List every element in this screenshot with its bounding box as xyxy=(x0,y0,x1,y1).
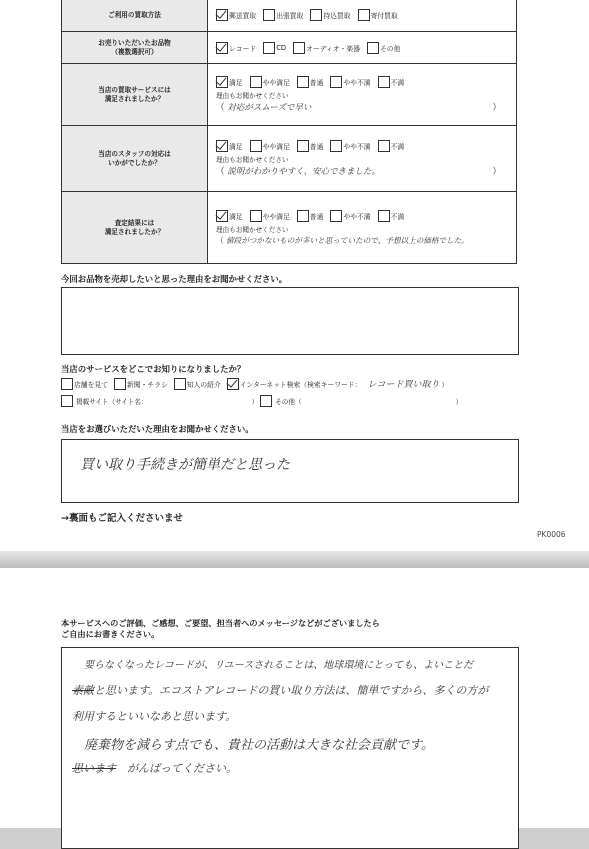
question-label: お売りいただいたお品物 （複数選択可） xyxy=(62,32,208,64)
checkbox[interactable] xyxy=(310,9,322,21)
checkbox[interactable] xyxy=(330,140,342,152)
option-label: 郵送買取 xyxy=(229,12,257,20)
option-label: 店舗を見て xyxy=(74,380,108,389)
option[interactable] xyxy=(216,210,243,222)
checkbox[interactable] xyxy=(330,76,342,88)
option-label: オーディオ・楽器 xyxy=(306,44,361,53)
comment-line: 思います がんばってください。 xyxy=(72,762,237,775)
option-label: 不満 xyxy=(390,143,405,151)
option[interactable] xyxy=(297,76,324,88)
choose-reason-heading: 当店をお選びいただいた理由をお聞かせください。 xyxy=(61,424,254,434)
checkbox[interactable] xyxy=(378,210,390,222)
option-label: 出張買取 xyxy=(276,12,304,20)
reason-answer: （ 対応がスムーズで早い ） xyxy=(216,103,501,113)
checkbox[interactable] xyxy=(367,42,379,54)
option[interactable] xyxy=(227,378,362,390)
option[interactable] xyxy=(216,140,243,152)
checkbox[interactable] xyxy=(250,210,262,222)
page-separator xyxy=(0,551,589,568)
option[interactable] xyxy=(216,76,243,88)
paren: ） xyxy=(441,380,449,389)
option-label: やや満足 xyxy=(262,79,290,87)
reason-answer: （ 値段がつかないものが多いと思っていたので、予想以上の価格でした。 xyxy=(216,235,469,245)
option[interactable] xyxy=(297,210,324,222)
option[interactable] xyxy=(114,378,168,390)
checkbox[interactable] xyxy=(216,76,228,88)
option[interactable] xyxy=(358,9,398,21)
option-label: レコード xyxy=(229,44,257,53)
checkbox[interactable] xyxy=(297,210,309,222)
option-label: 不満 xyxy=(390,79,405,87)
row-assessment-satisfaction xyxy=(62,192,517,264)
checkbox[interactable] xyxy=(330,210,342,222)
checkbox[interactable] xyxy=(358,9,370,21)
option[interactable] xyxy=(250,76,290,88)
option[interactable] xyxy=(263,42,286,54)
option[interactable] xyxy=(310,9,350,21)
search-keyword: レコード買い取り xyxy=(367,380,440,390)
option[interactable] xyxy=(263,9,303,21)
checkbox[interactable] xyxy=(216,210,228,222)
source-options-row1 xyxy=(61,377,448,390)
checkbox[interactable] xyxy=(216,9,228,21)
option-label: 普通 xyxy=(309,79,324,87)
checkbox[interactable] xyxy=(260,395,272,407)
question-label: 査定結果には 満足されましたか？ xyxy=(62,192,208,264)
choose-reason-answer-box[interactable] xyxy=(61,439,519,503)
checkbox[interactable] xyxy=(227,378,239,390)
checkbox[interactable] xyxy=(216,140,228,152)
row-items-sold xyxy=(62,32,517,64)
choose-reason-answer: 買い取り手続きが簡単だと思った xyxy=(80,457,290,473)
option[interactable] xyxy=(330,140,370,152)
checkbox[interactable] xyxy=(378,76,390,88)
option[interactable] xyxy=(378,140,405,152)
question-label: ご利用の買取方法 xyxy=(62,0,208,32)
option-label: インターネット検索（検索キーワード： xyxy=(239,380,362,389)
reason-label: 理由もお聞かせください xyxy=(216,156,289,164)
source-heading: 当店のサービスをどこでお知りになりましたか？ xyxy=(61,364,246,374)
option-label: 寄付買取 xyxy=(370,12,398,20)
source-options-row2: 掲載サイト（サイト名： ） その他（ ） xyxy=(61,395,462,407)
option-label: CD xyxy=(276,43,287,52)
option-label: やや満足 xyxy=(262,143,290,151)
checkbox[interactable] xyxy=(297,76,309,88)
option-label: 満足 xyxy=(229,212,243,221)
row-purchase-method xyxy=(62,0,517,32)
option[interactable] xyxy=(378,76,405,88)
checkbox[interactable] xyxy=(250,76,262,88)
survey-table xyxy=(61,0,517,264)
checkbox[interactable] xyxy=(174,378,186,390)
option-label: 満足 xyxy=(229,143,243,151)
row-service-satisfaction xyxy=(62,64,517,126)
option-label: 普通 xyxy=(309,143,324,151)
option[interactable] xyxy=(297,140,324,152)
comment-line: 廃棄物を減らす点でも、貴社の活動は大きな社会貢献です。 xyxy=(84,738,434,753)
sell-reason-heading: 今回お品物を売却したいと思った理由をお聞かせください。 xyxy=(61,274,288,284)
checkbox[interactable] xyxy=(114,378,126,390)
checkbox[interactable] xyxy=(378,140,390,152)
checkbox[interactable] xyxy=(293,42,305,54)
checkbox[interactable] xyxy=(263,42,275,54)
option[interactable] xyxy=(250,140,290,152)
option[interactable] xyxy=(378,210,405,222)
comment-line: 素敵と思います。エコストアレコードの買い取り方法は、簡単ですから、多くの方が xyxy=(72,684,489,697)
option[interactable] xyxy=(330,210,370,222)
question-label: 当店のスタッフの対応は いかがでしたか？ xyxy=(62,126,208,192)
page-code: PK0006 xyxy=(537,530,566,539)
comment-line: 利用するといいなあと思います。 xyxy=(72,710,237,723)
survey-page-back xyxy=(0,568,589,828)
option-label: 不満 xyxy=(390,212,405,221)
option-label: 満足 xyxy=(229,79,243,87)
comments-heading-line2: ご自由にお書きください。 xyxy=(61,629,160,639)
reason-label: 理由もお聞かせください xyxy=(216,92,289,100)
option-label: 新聞・チラシ xyxy=(126,380,168,389)
comments-answer-box[interactable] xyxy=(61,647,519,849)
option[interactable] xyxy=(216,42,256,54)
back-side-note: →裏面もご記入くださいませ xyxy=(61,513,183,524)
checkbox[interactable] xyxy=(250,140,262,152)
option[interactable] xyxy=(367,42,400,54)
option-label: やや不満 xyxy=(343,143,371,151)
option-label: 知人の紹介 xyxy=(186,380,221,389)
comments-heading-line1: 本サービスへのご評価、ご感想、ご要望、担当者へのメッセージなどがございましたら xyxy=(61,618,380,628)
checkbox[interactable] xyxy=(263,9,275,21)
checkbox[interactable] xyxy=(61,378,73,390)
option[interactable] xyxy=(293,42,360,54)
comment-line: 要らなくなったレコードが、リユースされることは、地球環境にとっても、よいことだ xyxy=(84,660,474,671)
option-label: その他 xyxy=(380,44,401,53)
reason-answer: （ 説明がわかりやすく、安心できました。 ） xyxy=(216,167,501,177)
question-label: 当店の買取サービスには 満足されましたか？ xyxy=(62,64,208,126)
option-label: やや不満 xyxy=(343,79,371,87)
option[interactable] xyxy=(250,210,290,222)
reason-label: 理由もお聞かせください xyxy=(216,225,289,234)
checkbox[interactable] xyxy=(61,395,73,407)
option-label: 持込買取 xyxy=(323,12,351,20)
row-staff-satisfaction xyxy=(62,126,517,192)
option-label: やや満足 xyxy=(262,212,290,221)
option-label: やや不満 xyxy=(343,212,371,221)
option[interactable] xyxy=(174,378,221,390)
checkbox[interactable] xyxy=(297,140,309,152)
option[interactable] xyxy=(61,378,108,390)
option[interactable] xyxy=(216,9,256,21)
option-label: 普通 xyxy=(309,212,324,221)
checkbox[interactable] xyxy=(216,42,228,54)
option[interactable] xyxy=(330,76,370,88)
sell-reason-answer-box[interactable] xyxy=(61,287,519,355)
